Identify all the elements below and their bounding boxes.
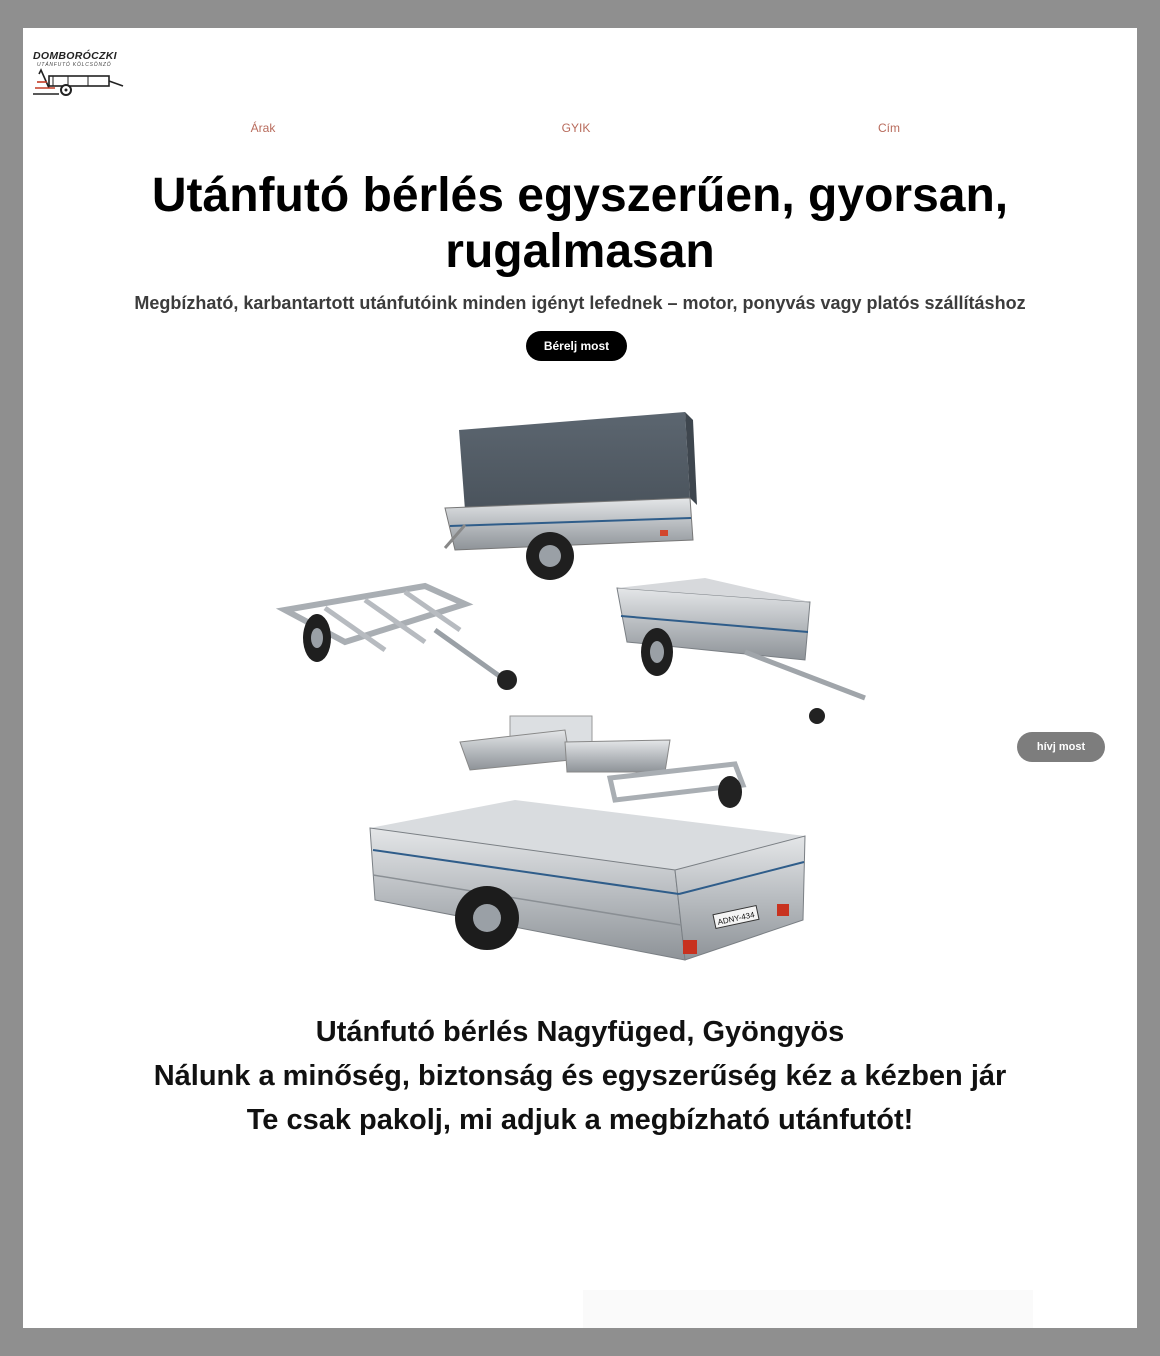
trailer-icon <box>33 66 125 100</box>
brand-logo[interactable] <box>33 50 125 100</box>
rent-now-button[interactable]: Bérelj most <box>526 331 627 361</box>
small-trailers-group <box>460 716 743 808</box>
tagline-line: Te csak pakolj, mi adjuk a megbízható utánfutót! <box>246 1104 914 1136</box>
trailer-collage-image <box>265 380 887 990</box>
tagline-line: Nálunk a minőség, biztonság és egyszerűség kéz a kézben jár <box>153 1060 1007 1092</box>
license-plate: ADNY-434 <box>716 910 756 927</box>
brand-name: DOMBORÓCZKI <box>33 50 117 62</box>
call-now-button[interactable]: hívj most <box>1017 732 1105 762</box>
page <box>23 28 1137 1328</box>
tarp-trailer <box>445 412 697 580</box>
motorcycle-trailer <box>285 586 517 690</box>
nav-link-prices[interactable]: Árak <box>250 121 276 135</box>
nav-link-address[interactable]: Cím <box>878 121 900 135</box>
large-flatbed-trailer <box>370 800 805 960</box>
main-nav <box>23 121 1137 139</box>
open-box-trailer <box>617 578 865 724</box>
hero-title: Utánfutó bérlés egyszerűen, gyorsan, rugalmasan <box>151 169 1009 278</box>
hero-subtitle: Megbízható, karbantartott utánfutóink minden igényt lefednek – motor, ponyvás vagy platós szállításhoz <box>134 293 1026 313</box>
bottom-placeholder <box>583 1290 1033 1328</box>
tagline-block <box>23 1010 1137 1142</box>
nav-link-faq[interactable]: GYIK <box>561 121 591 135</box>
tagline-line: Utánfutó bérlés Nagyfüged, Gyöngyös <box>315 1016 845 1048</box>
brand-subtitle: UTÁNFUTÓ KÖLCSÖNZŐ <box>37 62 112 68</box>
